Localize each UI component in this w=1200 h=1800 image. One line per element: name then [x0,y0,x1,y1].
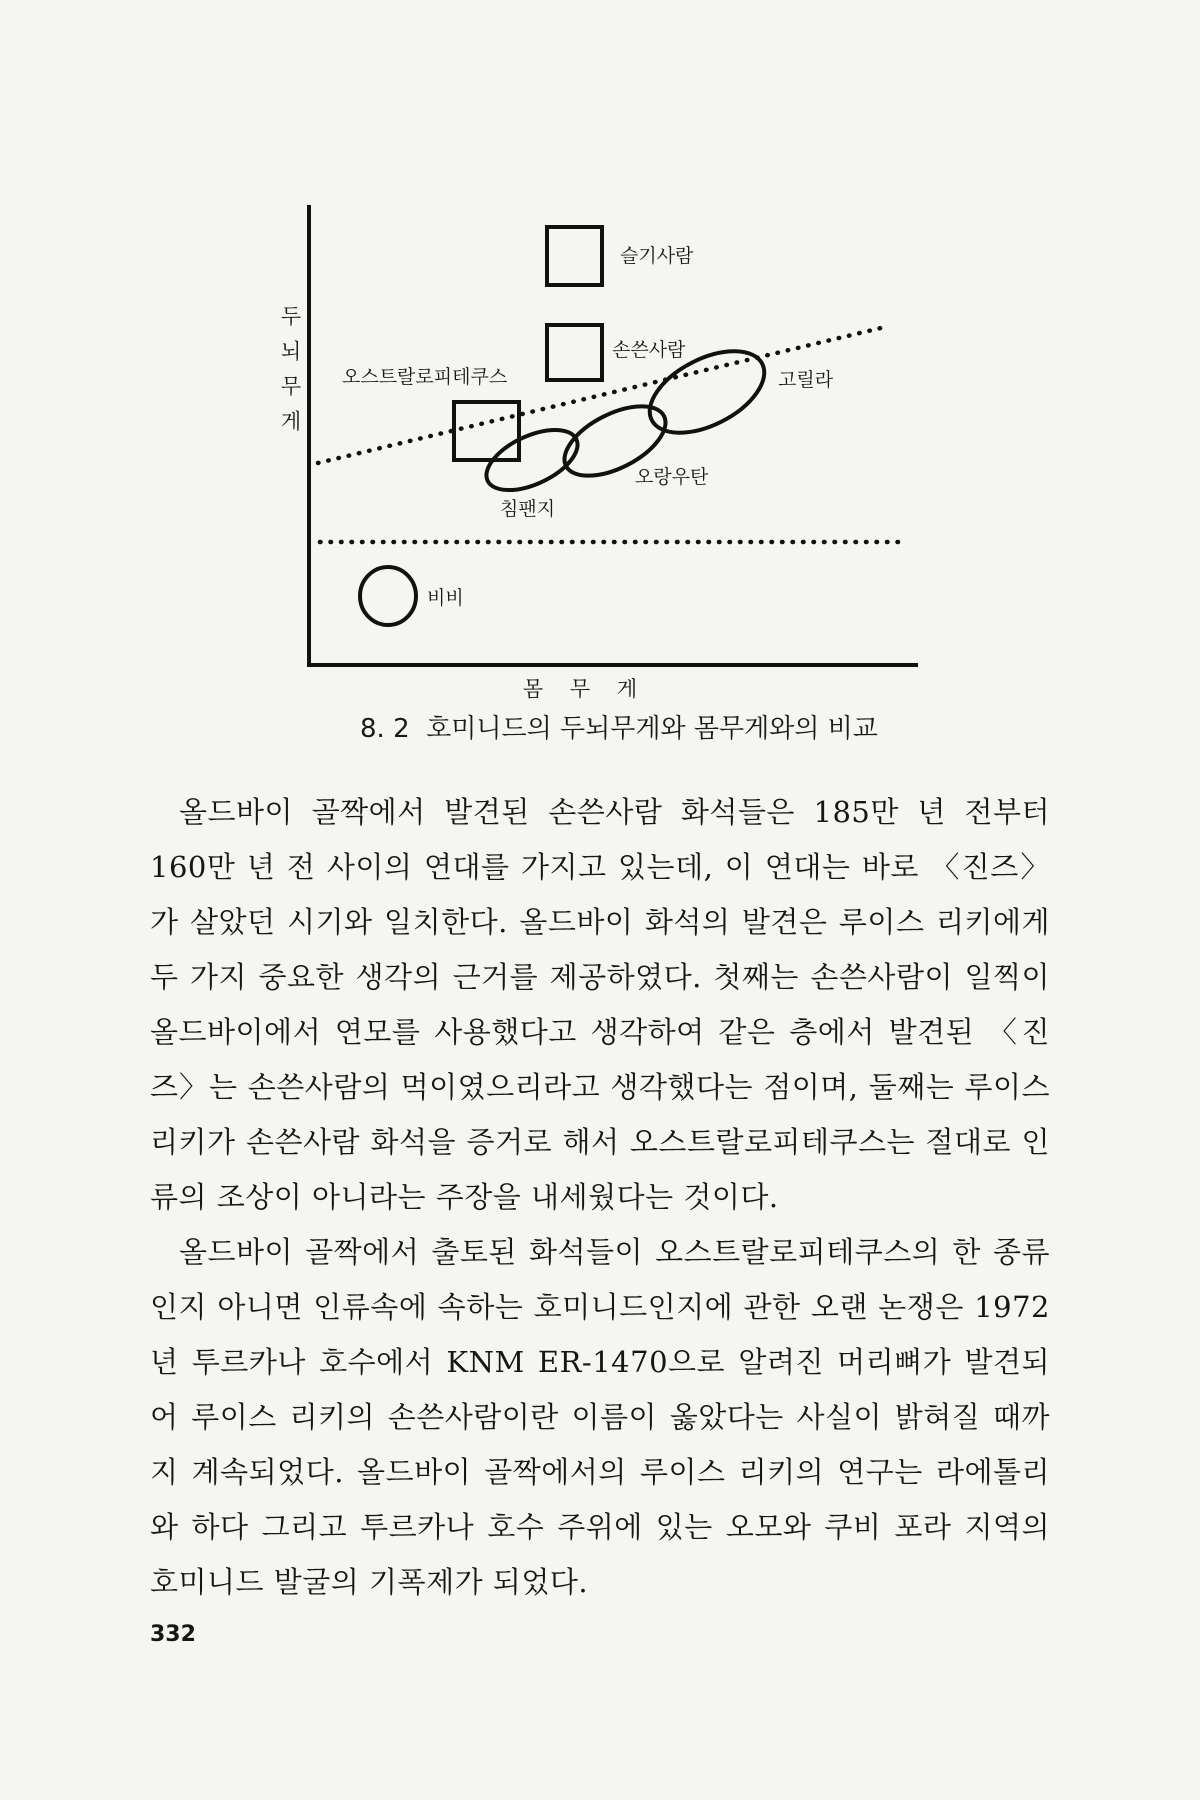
body-text [150,785,1050,1610]
page-number: 332 [150,1622,196,1647]
figure-brain-body-weight [0,0,1200,740]
chimpanzee-marker [477,418,586,503]
baboon-marker [360,567,416,625]
label-chimpanzee: 침팬지 [500,498,556,520]
label-australopithecus: 오스트랄로피테쿠스 [342,366,508,388]
label-gorilla: 고릴라 [778,369,834,391]
label-baboon: 비비 [427,587,464,609]
australopithecus-marker [454,402,519,460]
x-axis-label: 몸 무 게 [522,677,648,701]
paragraph: 올드바이 골짝에서 발견된 손쓴사람 화석들은 185만 년 전부터 160만 년 전 사이의 연대를 가지고 있는데, 이 연대는 바로 〈진즈〉가 살았던 시기와 일치한다. 올드바이 화석의 발견은 루이스 리키에게 두 가지 중요한 생각의 근거를 제공하였다. 첫째는 손쓴사람이 일찍이 올드바이에서 연모를 사용했다고 생각하여 같은 층에서 발견된 〈진즈〉는 손쓴사람의 먹이였으리라고 생각했다는 점이며, 둘째는 루이스 리키가 손쓴사람 화석을 증거로 해서 오스트랄로피테쿠스는 절대로 인류의 조상이 아니라는 주장을 내세웠다는 것이다. [150,795,1050,1214]
paragraph: 올드바이 골짝에서 출토된 화석들이 오스트랄로피테쿠스의 한 종류인지 아니면 인류속에 속하는 호미니드인지에 관한 오랜 논쟁은 1972년 투르카나 호수에서 KNM ER-1470으로 알려진 머리뼈가 발견되어 루이스 리키의 손쓴사람이란 이름이 옳았다는 사실이 밝혀질 때까지 계속되었다. 올드바이 골짝에서의 루이스 리키의 연구는 라에톨리와 하다 그리고 투르카나 호수 주위에 있는 오모와 쿠비 포라 지역의 호미니드 발굴의 기폭제가 되었다. [150,1235,1050,1599]
label-orangutan: 오랑우탄 [635,466,709,488]
figure-caption: 8. 2 호미니드의 두뇌무게와 몸무게와의 비교 [360,714,878,740]
homo-habilis-marker [547,325,602,380]
y-axis-label: 두뇌무게 [278,305,302,445]
label-homo-sapiens: 슬기사람 [620,245,694,267]
homo-sapiens-marker [547,227,602,285]
label-homo-habilis: 손쓴사람 [612,339,686,361]
